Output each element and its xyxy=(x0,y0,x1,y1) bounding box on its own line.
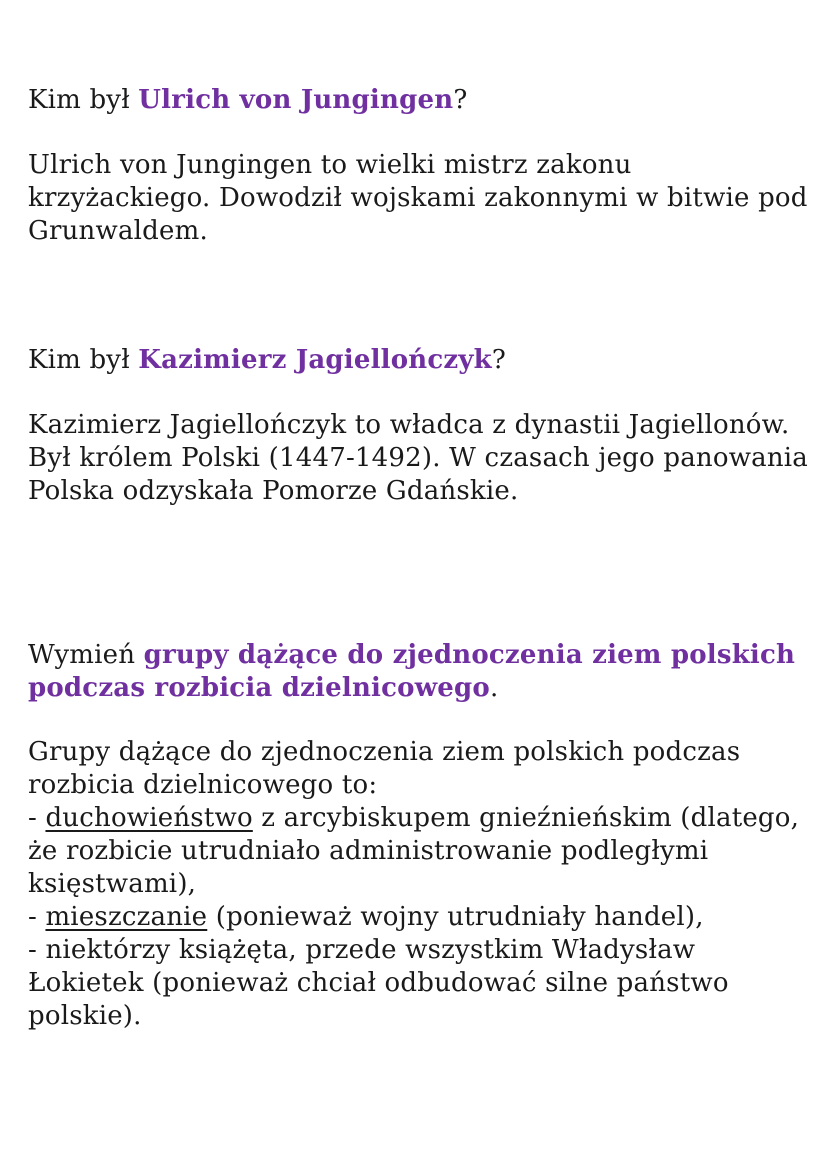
list-text: niektórzy książęta, przede wszystkim Władysław Łokietek (ponieważ chciał odbudować silne państwo polskie). xyxy=(28,935,729,1031)
question-keyword: Kazimierz Jagiellończyk xyxy=(138,345,492,375)
answer-unification-groups xyxy=(28,736,808,1033)
list-dash: - xyxy=(28,935,46,965)
list-item xyxy=(28,802,808,901)
question-prefix: Kim był xyxy=(28,345,139,375)
question-keyword: grupy dążące do zjednoczenia ziem polskich podczas rozbicia dzielnicowego xyxy=(28,640,796,703)
question-prefix: Wymień xyxy=(28,640,144,670)
list-dash: - xyxy=(28,902,46,932)
question-kazimierz xyxy=(28,344,808,377)
question-ulrich xyxy=(28,84,808,117)
list-item xyxy=(28,934,808,1033)
question-suffix: . xyxy=(489,673,499,703)
question-unification-groups xyxy=(28,639,808,705)
list-text: (ponieważ wojny utrudniały handel), xyxy=(207,902,704,932)
list-dash: - xyxy=(28,803,46,833)
answer-ulrich: Ulrich von Jungingen to wielki mistrz zakonu krzyżackiego. Dowodził wojskami zakonnymi w bitwie pod Grunwaldem. xyxy=(28,150,808,246)
list-term: mieszczanie xyxy=(45,902,208,932)
question-prefix: Kim był xyxy=(28,85,139,115)
list-term: duchowieństwo xyxy=(45,803,253,833)
answer-intro: Grupy dążące do zjednoczenia ziem polskich podczas rozbicia dzielnicowego to: xyxy=(28,737,741,800)
list-text: z arcybiskupem gnieźnieńskim (dlatego, że rozbicie utrudniało administrowanie podległymi księstwami), xyxy=(28,803,800,899)
question-keyword: Ulrich von Jungingen xyxy=(138,85,454,115)
question-suffix: ? xyxy=(453,85,468,115)
list-item xyxy=(28,901,808,934)
answer-kazimierz: Kazimierz Jagiellończyk to władca z dynastii Jagiellonów. Był królem Polski (1447-1492). W czasach jego panowania Polska odzyskała Pomorze Gdańskie. xyxy=(28,410,809,506)
question-suffix: ? xyxy=(491,345,507,375)
